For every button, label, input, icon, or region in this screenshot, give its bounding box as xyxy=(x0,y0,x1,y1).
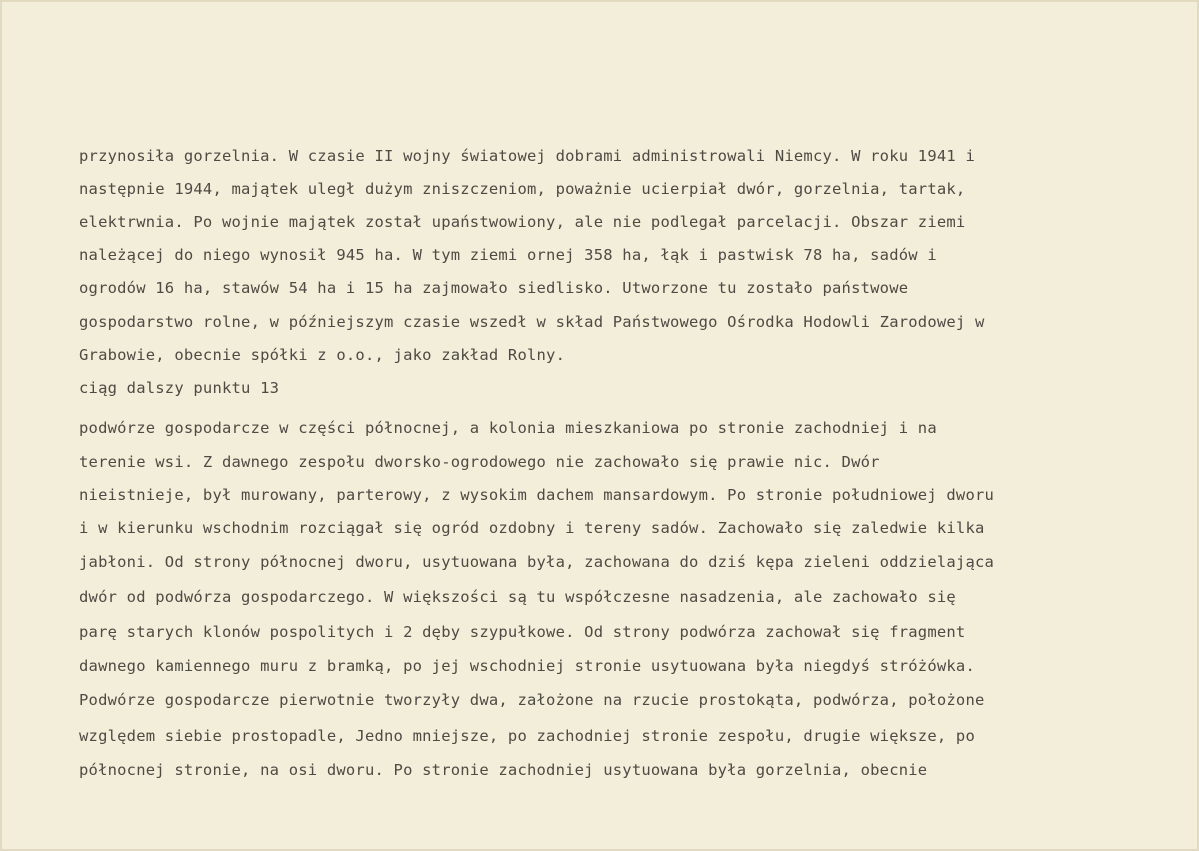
text-line: względem siebie prostopadle, Jedno mniejsze, po zachodniej stronie zespołu, drugie większe, po xyxy=(79,727,975,745)
text-line: dawnego kamiennego muru z bramką, po jej wschodniej stronie usytuowana była niegdyś stróżówka. xyxy=(79,657,975,675)
text-line: elektrwnia. Po wojnie majątek został upaństwowiony, ale nie podlegał parcelacji. Obszar ziemi xyxy=(79,213,966,231)
text-line: nieistnieje, był murowany, parterowy, z wysokim dachem mansardowym. Po stronie południowej dworu xyxy=(79,486,995,504)
text-line: jabłoni. Od strony północnej dworu, usytuowana była, zachowana do dziś kępa zieleni oddzielająca xyxy=(79,553,995,571)
text-line: i w kierunku wschodnim rozciągał się ogród ozdobny i tereny sadów. Zachowało się zaledwie kilka xyxy=(79,519,985,537)
text-line: dwór od podwórza gospodarczego. W większości są tu współczesne nasadzenia, ale zachowało się xyxy=(79,588,956,606)
text-line: parę starych klonów pospolitych i 2 dęby szypułkowe. Od strony podwórza zachował się fragment xyxy=(79,623,966,641)
text-line: przynosiła gorzelnia. W czasie II wojny światowej dobrami administrowali Niemcy. W roku 1941 i xyxy=(79,147,975,165)
text-line: Grabowie, obecnie spółki z o.o., jako zakład Rolny. xyxy=(79,346,566,364)
text-line: terenie wsi. Z dawnego zespołu dworsko-ogrodowego nie zachowało się prawie nic. Dwór xyxy=(79,453,880,471)
text-line: następnie 1944, majątek uległ dużym zniszczeniom, poważnie ucierpiał dwór, gorzelnia, tartak, xyxy=(79,180,966,198)
text-line: ogrodów 16 ha, stawów 54 ha i 15 ha zajmowało siedlisko. Utworzone tu zostało państwowe xyxy=(79,279,909,297)
text-line: podwórze gospodarcze w części północnej, a kolonia mieszkaniowa po stronie zachodniej i na xyxy=(79,419,937,437)
text-line: północnej stronie, na osi dworu. Po stronie zachodniej usytuowana była gorzelnia, obecnie xyxy=(79,761,928,779)
text-line: gospodarstwo rolne, w późniejszym czasie wszedł w skład Państwowego Ośrodka Hodowli Zarodowej w xyxy=(79,313,985,331)
text-line: należącej do niego wynosił 945 ha. W tym ziemi ornej 358 ha, łąk i pastwisk 78 ha, sadów i xyxy=(79,246,937,264)
section-heading: ciąg dalszy punktu 13 xyxy=(79,379,280,397)
text-line: Podwórze gospodarcze pierwotnie tworzyły dwa, założone na rzucie prostokąta, podwórza, położone xyxy=(79,691,985,709)
